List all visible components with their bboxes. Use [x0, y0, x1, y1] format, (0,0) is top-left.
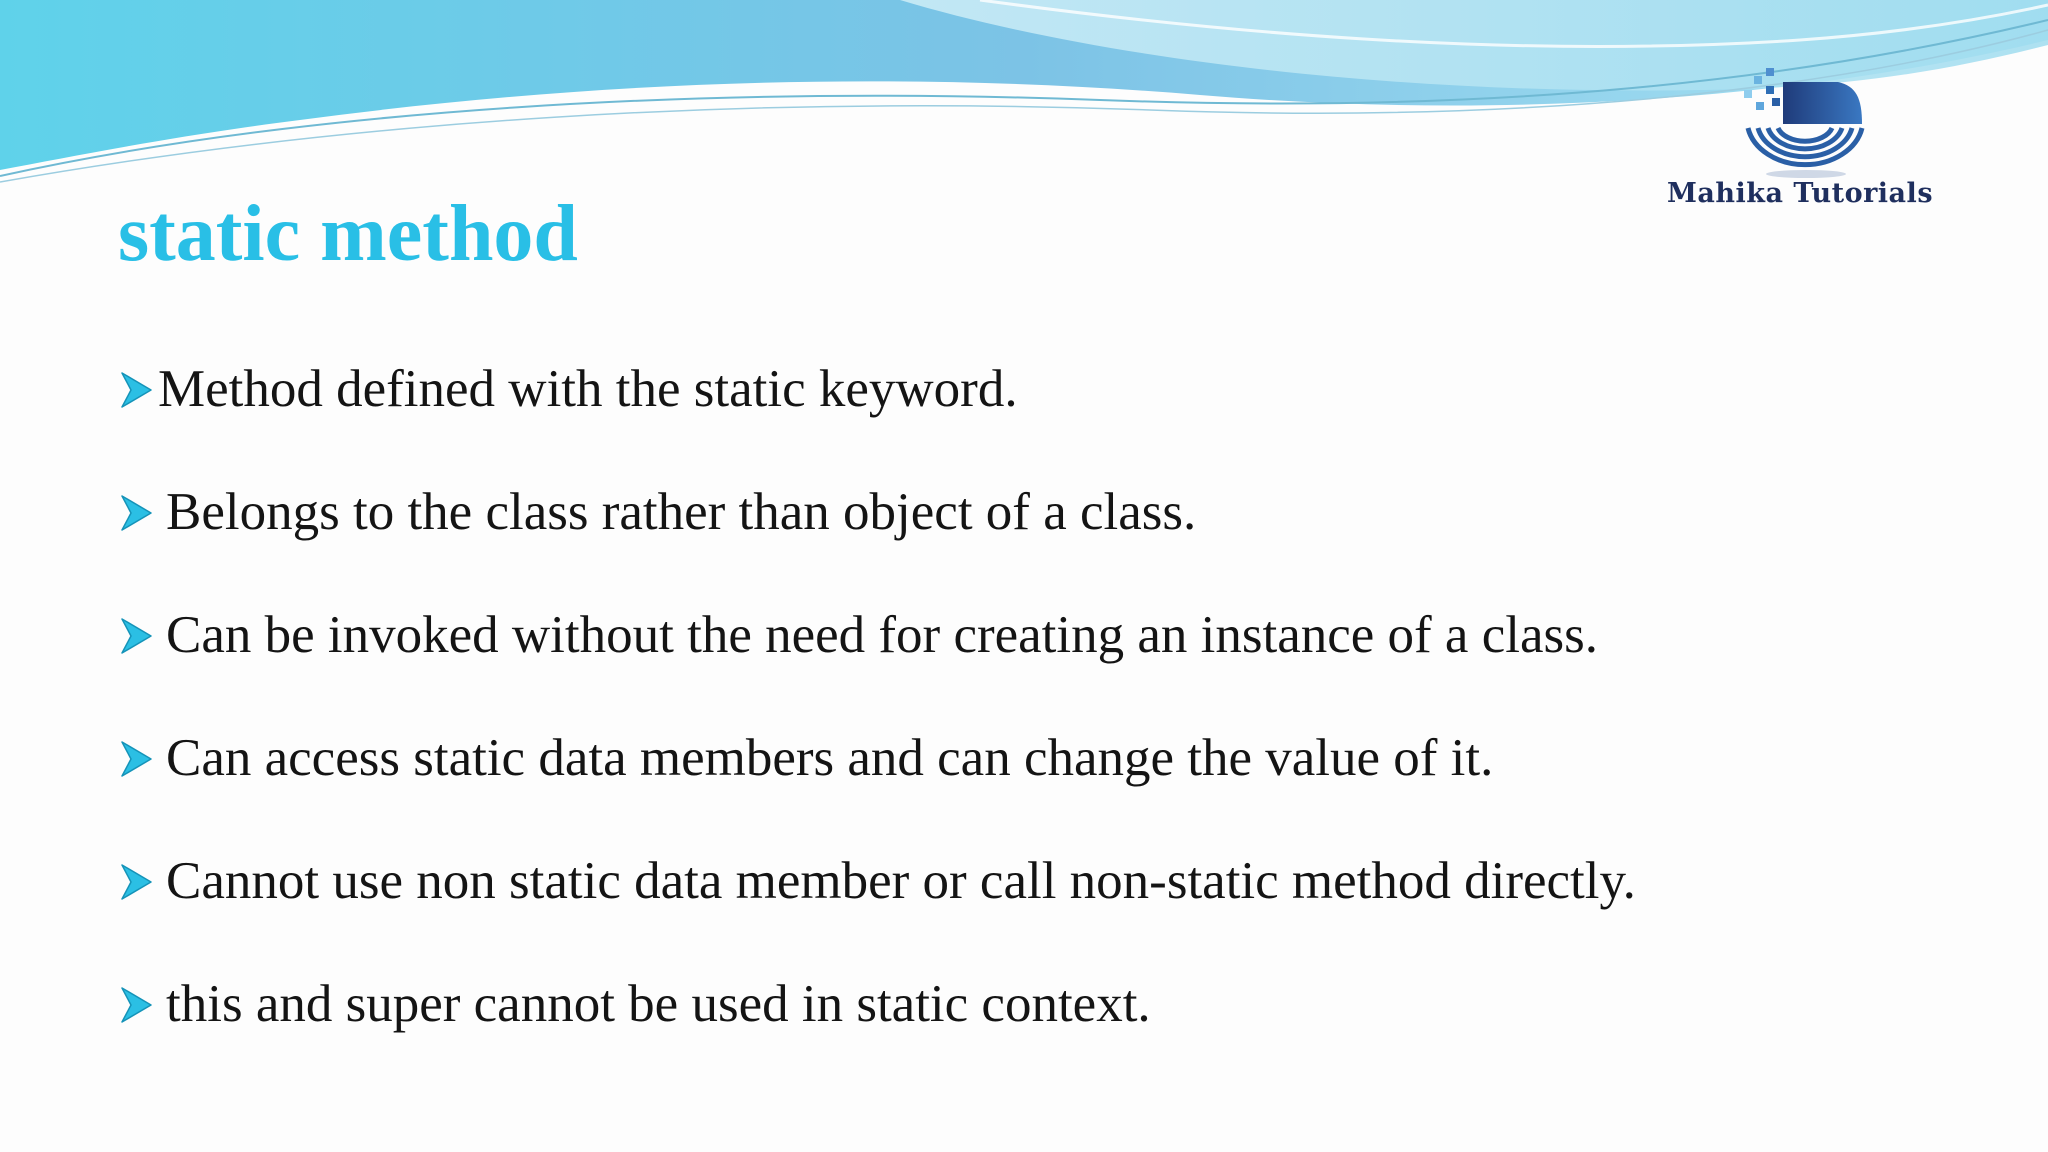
bullet-text: Belongs to the class rather than object of a class.	[166, 483, 1197, 542]
bullet-text: Can access static data members and can change the value of it.	[166, 729, 1494, 788]
bullet-text: Cannot use non static data member or call non-static method directly.	[166, 852, 1636, 911]
slide-title: static method	[118, 190, 578, 278]
arrow-bullet-icon	[118, 739, 154, 779]
arrow-bullet-icon	[118, 862, 154, 902]
arrow-bullet-icon	[118, 616, 154, 656]
bullet-item	[118, 574, 1636, 697]
logo-text: Mahika Tutorials	[1666, 178, 1934, 209]
bullet-text: Method defined with the static keyword.	[158, 360, 1018, 419]
mahika-logo-icon	[1738, 68, 1868, 180]
bullet-text: Can be invoked without the need for creating an instance of a class.	[166, 606, 1598, 665]
bullet-list	[118, 328, 1636, 1066]
bullet-item	[118, 328, 1636, 451]
bullet-item	[118, 451, 1636, 574]
arrow-bullet-icon	[118, 985, 154, 1025]
bullet-item	[118, 943, 1636, 1066]
bullet-text: this and super cannot be used in static context.	[166, 975, 1151, 1034]
mahika-logo	[1640, 60, 1960, 220]
arrow-bullet-icon	[118, 493, 154, 533]
bullet-item	[118, 697, 1636, 820]
arrow-bullet-icon	[118, 370, 154, 410]
bullet-item	[118, 820, 1636, 943]
